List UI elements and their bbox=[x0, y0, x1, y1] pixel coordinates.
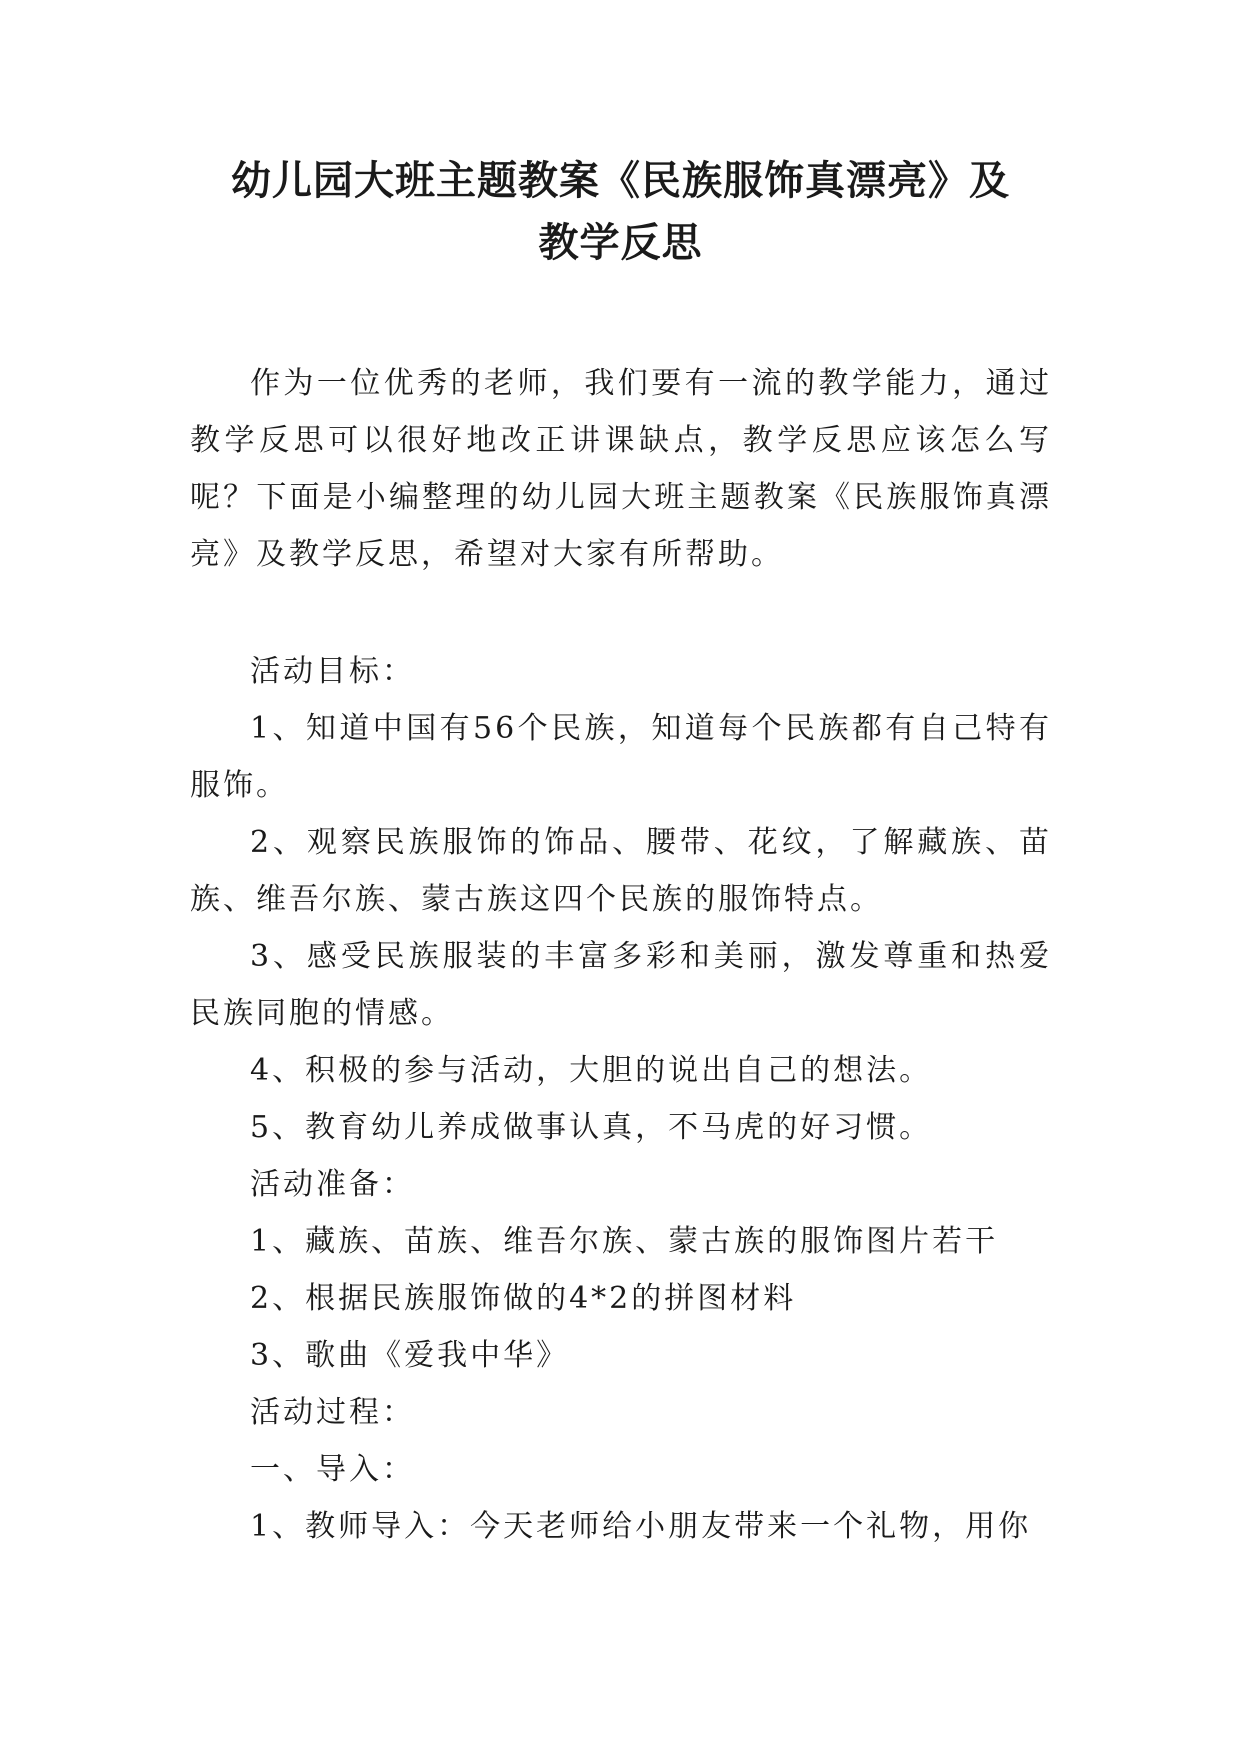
prep-item: 2、根据民族服饰做的4*2的拼图材料 bbox=[250, 1281, 797, 1316]
process-step: 1、教师导入：今天老师给小朋友带来一个礼物，用你 bbox=[250, 1509, 1032, 1544]
title-line-2: 教学反思 bbox=[538, 220, 703, 266]
goal-item: 3、感受民族服装的丰富多彩和美丽，激发尊重和热爱民族同胞的情感。 bbox=[190, 939, 1052, 1031]
goal-item: 5、教育幼儿养成做事认真，不马虎的好习惯。 bbox=[250, 1110, 933, 1145]
prep-heading: 活动准备： bbox=[250, 1167, 415, 1202]
process-heading: 活动过程： bbox=[250, 1395, 415, 1430]
goal-item: 4、积极的参与活动，大胆的说出自己的想法。 bbox=[250, 1053, 933, 1088]
prep-item: 3、歌曲《爱我中华》 bbox=[250, 1338, 570, 1373]
page-title bbox=[150, 150, 1091, 274]
goal-item: 2、观察民族服饰的饰品、腰带、花纹，了解藏族、苗族、维吾尔族、蒙古族这四个民族的服饰特点。 bbox=[190, 825, 1052, 917]
document-body bbox=[190, 355, 1052, 1555]
goal-item: 1、知道中国有56个民族，知道每个民族都有自己特有服饰。 bbox=[190, 711, 1052, 803]
section-heading: 一、导入： bbox=[250, 1452, 415, 1487]
title-line-1: 幼儿园大班主题教案《民族服饰真漂亮》及 bbox=[231, 158, 1010, 204]
intro-paragraph: 作为一位优秀的老师，我们要有一流的教学能力，通过教学反思可以很好地改正讲课缺点，教学反思应该怎么写呢？下面是小编整理的幼儿园大班主题教案《民族服饰真漂亮》及教学反思，希望对大家有所帮助。 bbox=[190, 366, 1052, 572]
goals-heading: 活动目标： bbox=[250, 654, 415, 689]
prep-item: 1、藏族、苗族、维吾尔族、蒙古族的服饰图片若干 bbox=[250, 1224, 999, 1259]
